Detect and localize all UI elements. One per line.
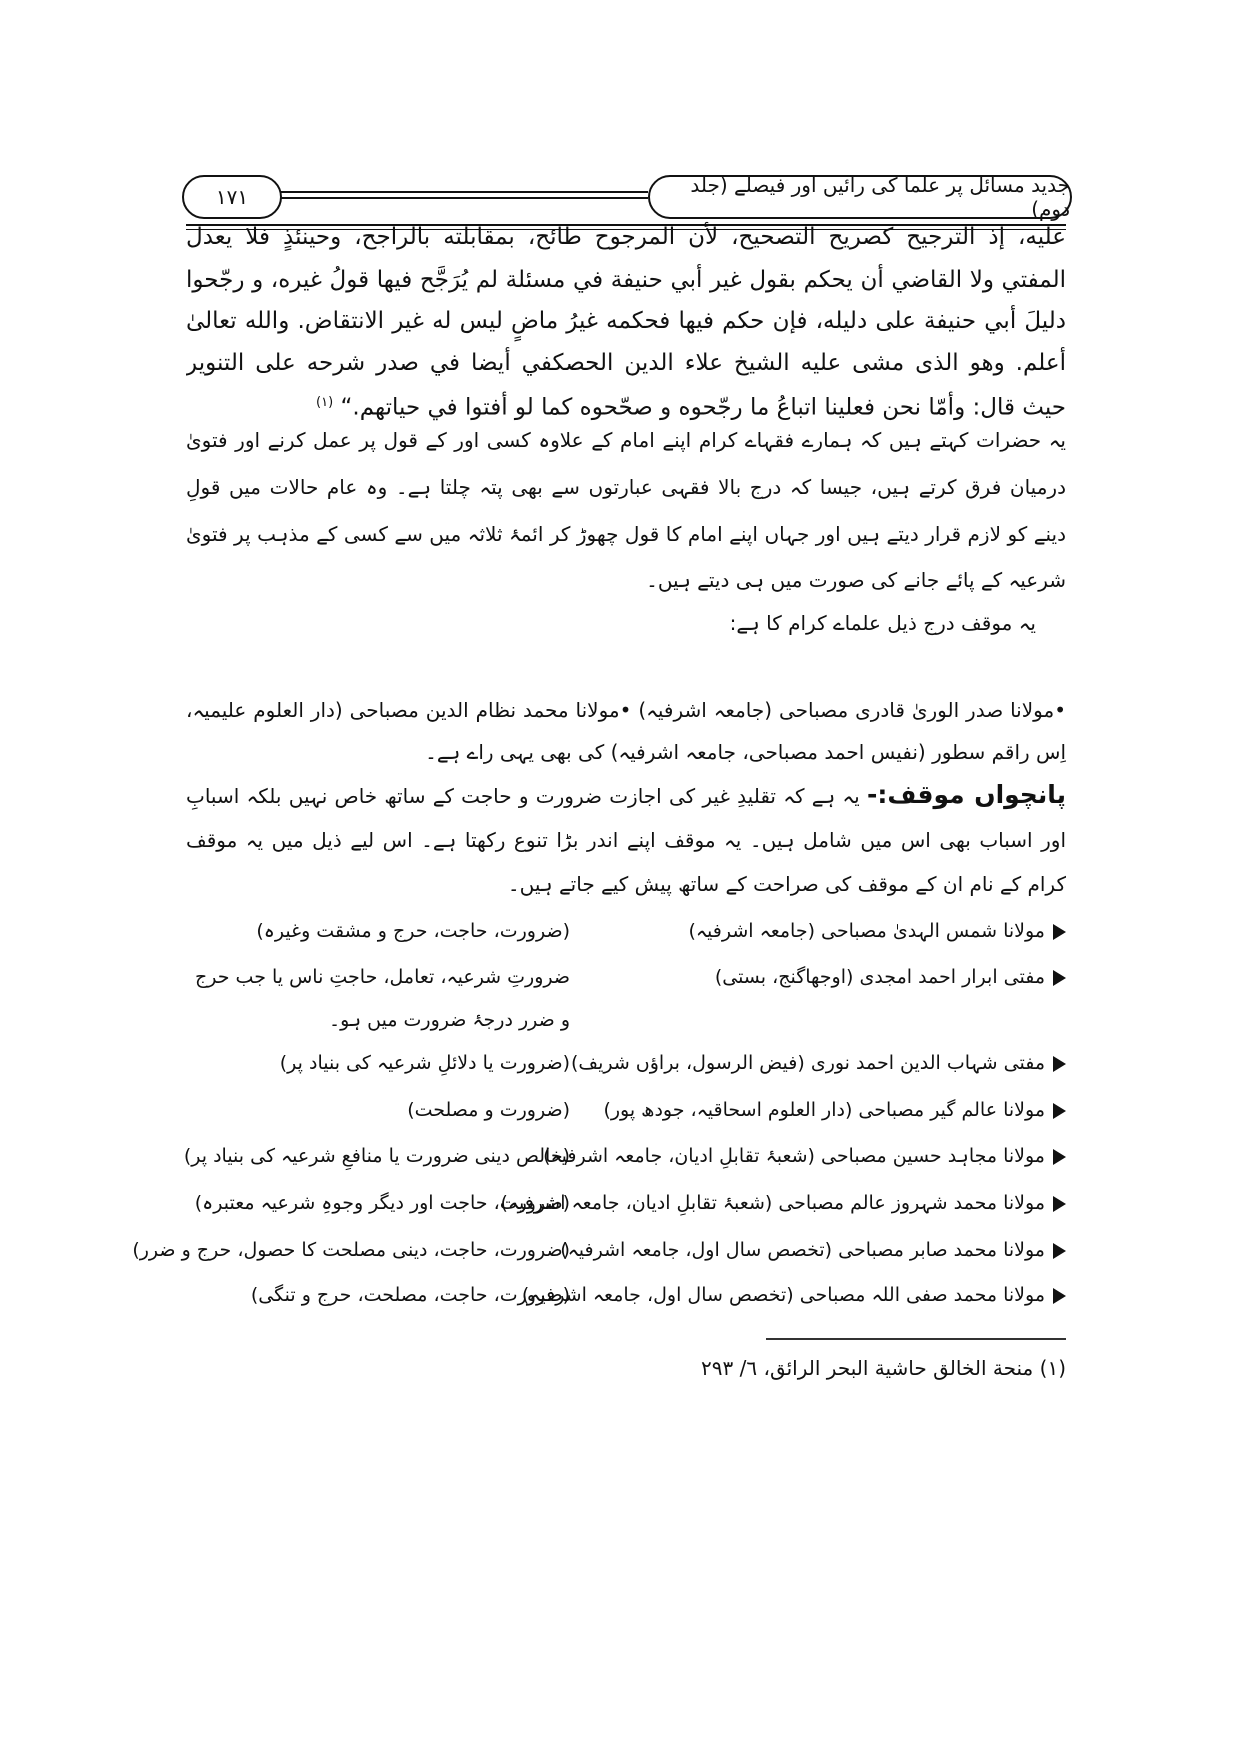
list-item-continuation	[186, 998, 1066, 1042]
footnote-rule	[766, 1338, 1066, 1340]
scholar-name: مفتی ابرار احمد امجدی (اوجھاگنج، بستی)	[714, 966, 1045, 988]
book-title-box	[648, 175, 1072, 219]
scholar-name-wrap	[688, 909, 1066, 953]
scholar-name-wrap	[715, 955, 1066, 999]
scholar-name-wrap	[603, 1088, 1066, 1132]
triangle-bullet-icon	[1053, 1243, 1066, 1259]
list-item	[186, 1181, 1066, 1225]
scholars-intro: یہ موقف درج ذیل علماے کرام کا ہے:	[729, 611, 1036, 635]
triangle-bullet-icon	[1053, 1288, 1066, 1304]
scholar-reason: (ضرورت، حاجت اور دیگر وجوہِ شرعیہ معتبرہ)	[194, 1192, 570, 1214]
scholar-reason-continuation: و ضرر درجۂ ضرورت میں ہو۔	[329, 1009, 570, 1031]
paragraph-line: یہ حضرات کہتے ہیں کہ ہمارے فقہاے کرام اپنے امام کے علاوہ کسی اور کے قول پر عمل کرنے اور فتویٰ	[186, 428, 1066, 452]
footnote-reference[interactable]: (۱)	[316, 395, 334, 410]
arabic-line: دليلَ أبي حنيفة على دليله، فإن حكم فيها فحكمه غيرُ ماضٍ ليس له غير الانتقاض. والله تعالىٰ	[186, 308, 1066, 334]
scholars-line: اِس راقم سطور (نفیس احمد مصباحی، جامعہ اشرفیہ) کی بھی یہی راے ہے۔	[425, 740, 1066, 764]
list-item	[186, 1273, 1066, 1317]
scholar-name: مولانا عالم گیر مصباحی (دار العلوم اسحاقیہ، جودھ پور)	[603, 1099, 1045, 1121]
fifth-position-line: کرام کے نام ان کے موقف کی صراحت کے ساتھ پیش کیے جاتے ہیں۔	[507, 872, 1066, 896]
book-title: جدید مسائل پر علما کی رائیں اور فیصلے (جلد دوم)	[690, 173, 1070, 221]
list-item	[186, 1088, 1066, 1132]
scholars-line: •مولانا صدر الوریٰ قادری مصباحی (جامعہ اشرفیہ) •مولانا محمد نظام الدین مصباحی (دار العلوم علیمیہ،	[186, 698, 1066, 722]
scholar-reason: (خالص دینی ضرورت یا منافعِ شرعیہ کی بنیاد پر)	[183, 1145, 570, 1167]
paragraph-line: درمیان فرق کرتے ہیں، جیسا کہ درج بالا فقہی عبارتوں سے بھی پتہ چلتا ہے۔ وہ عام حالات میں قولِ	[186, 475, 1066, 499]
scholar-name-wrap	[500, 1181, 1066, 1225]
fifth-position-line: اور اسباب بھی اس میں شامل ہیں۔ یہ موقف اپنے اندر بڑا تنوع رکھتا ہے۔ اس لیے ذیل میں یہ موقف	[186, 828, 1066, 852]
triangle-bullet-icon	[1053, 1196, 1066, 1212]
scholar-name: مولانا محمد صفی اللہ مصباحی (تخصص سال اول، جامعہ اشرفیہ)	[521, 1284, 1045, 1306]
header-connector	[280, 191, 648, 199]
triangle-bullet-icon	[1053, 1149, 1066, 1165]
list-item	[132, 1228, 1066, 1272]
triangle-bullet-icon	[1053, 1103, 1066, 1119]
paragraph-line: شرعیہ کے پائے جانے کی صورت میں ہی دیتے ہیں۔	[646, 568, 1066, 592]
fifth-position-line	[186, 773, 1066, 817]
scholar-name: مولانا محمد شہروز عالم مصباحی (شعبۂ تقابلِ ادیان، جامعہ اشرفیہ)	[500, 1192, 1045, 1214]
scholar-name-wrap	[522, 1273, 1066, 1317]
triangle-bullet-icon	[1053, 924, 1066, 940]
scholar-reason: (ضرورت، حاجت، دینی مصلحت کا حصول، حرج و ضرر)	[132, 1239, 570, 1261]
scholar-name: مولانا مجاہد حسین مصباحی (شعبۂ تقابلِ ادیان، جامعہ اشرفیہ)	[543, 1145, 1045, 1167]
arabic-line: المفتي ولا القاضي أن يحكم بقول غير أبي حنيفة في مسئلة لم يُرَجَّح فيها قولُ غيره، و رجّحوا	[186, 267, 1066, 293]
arabic-line: أعلم. وهو الذى مشى عليه الشيخ علاء الدين الحصكفي أيضا في صدر شرحه على التنوير	[186, 350, 1066, 376]
paragraph-line: دینے کو لازم قرار دیتے ہیں اور جہاں اپنے امام کا قول چھوڑ کر ائمۂ ثلاثہ میں سے کسی کے مذہب پر فتویٰ	[186, 522, 1066, 546]
scholar-reason: (ضرورت یا دلائلِ شرعیہ کی بنیاد پر)	[279, 1052, 570, 1074]
scholar-reason: (ضرورت، حاجت، حرج و مشقت وغیرہ)	[256, 920, 570, 942]
scholar-name-wrap	[543, 1134, 1066, 1178]
list-item	[183, 1134, 1066, 1178]
footnote: (۱) منحة الخالق حاشية البحر الرائق، ٦/ ٢٩٣	[701, 1356, 1066, 1380]
page-number: ۱۷۱	[215, 185, 249, 209]
scholar-reason: (ضرورت، حاجت، مصلحت، حرج و تنگی)	[250, 1284, 570, 1306]
triangle-bullet-icon	[1053, 1056, 1066, 1072]
arabic-line: عليه، إذ الترجيح كصريح التصحيح، لأن المرجوح طائح، بمقابلته بالراجح، وحينئذٍ فلا يعدل	[186, 224, 1066, 250]
list-item	[186, 955, 1066, 999]
scholar-name-wrap	[560, 1228, 1066, 1272]
scholar-name: مولانا محمد صابر مصباحی (تخصص سال اول، جامعہ اشرفیہ)	[560, 1239, 1045, 1261]
page-number-box	[182, 175, 282, 219]
fifth-position-text: یہ ہے کہ تقلیدِ غیر کی اجازت ضرورت و حاجت کے ساتھ خاص نہیں بلکہ اسبابِ	[186, 784, 860, 808]
scholar-reason: ضرورتِ شرعیہ، تعامل، حاجتِ ناس یا جب حرج	[195, 966, 570, 988]
fifth-position-heading: پانچواں موقف:-	[866, 780, 1066, 809]
arabic-line-text: حيث قال: وأمّا نحن فعلينا اتباعُ ما رجّحوه و صحّحوه كما لو أفتوا في حياتهم.“	[340, 394, 1066, 421]
list-item	[186, 909, 1066, 953]
scholar-reason: (ضرورت و مصلحت)	[407, 1099, 570, 1121]
triangle-bullet-icon	[1053, 970, 1066, 986]
scholar-name: مولانا شمس الہدیٰ مصباحی (جامعہ اشرفیہ)	[688, 920, 1045, 942]
scholar-name: مفتی شہاب الدین احمد نوری (فیض الرسول، براؤں شریف)	[570, 1052, 1045, 1074]
list-item	[186, 1041, 1066, 1085]
scholar-name-wrap	[571, 1041, 1066, 1085]
